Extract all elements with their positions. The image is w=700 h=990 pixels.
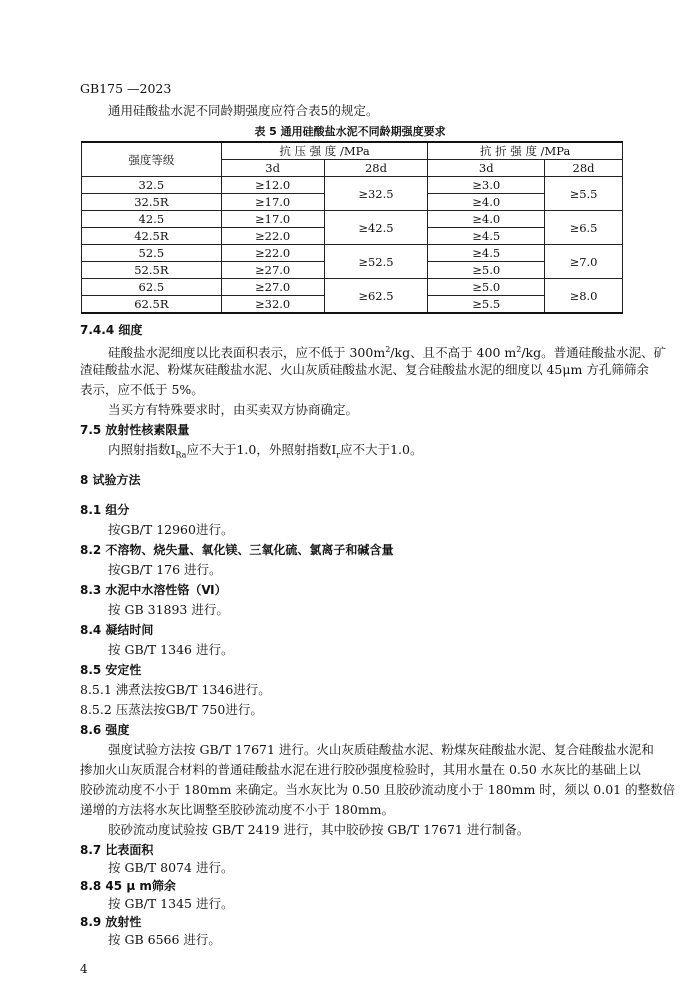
table-row bbox=[82, 177, 623, 194]
compressive-3d-cell: ≥17.0 bbox=[221, 211, 324, 228]
compressive-28d-cell: ≥62.5 bbox=[324, 279, 428, 314]
section-heading-82: 8.2 不溶物、烧失量、氧化镁、三氧化硫、氯离子和碱含量 bbox=[80, 543, 394, 557]
flexural-3d-cell: ≥4.0 bbox=[428, 211, 545, 228]
section-item-852: 8.5.2 压蒸法按GB/T 750进行。 bbox=[80, 702, 263, 717]
table-row bbox=[82, 279, 623, 296]
radioactivity-text-b: 应不大于1.0，外照射指数I bbox=[186, 442, 337, 457]
section-text-87: 按 GB/T 8074 进行。 bbox=[108, 860, 234, 875]
fineness-line-2: 渣硅酸盐水泥、粉煤灰硅酸盐水泥、火山灰质硅酸盐水泥、复合硅酸盐水泥的细度以 45μm 方孔筛筛余 bbox=[80, 362, 649, 377]
grade-cell: 62.5R bbox=[82, 296, 222, 314]
superscript: 2 bbox=[385, 345, 391, 354]
grade-cell: 42.5 bbox=[82, 211, 222, 228]
section-text-81: 按GB/T 12960进行。 bbox=[108, 522, 234, 537]
header-compressive: 抗 压 强 度 /MPa bbox=[221, 142, 428, 160]
fineness-line-3: 表示，应不低于 5%。 bbox=[80, 382, 204, 397]
compressive-28d-cell: ≥42.5 bbox=[324, 211, 428, 245]
compressive-3d-cell: ≥27.0 bbox=[221, 262, 324, 279]
compressive-28d-cell: ≥32.5 bbox=[324, 177, 428, 211]
compressive-3d-cell: ≥32.0 bbox=[221, 296, 324, 314]
strength-para-2: 胶砂流动度试验按 GB/T 2419 进行，其中胶砂按 GB/T 17671 进行制备。 bbox=[108, 822, 530, 837]
section-heading-81: 8.1 组分 bbox=[80, 503, 130, 517]
table-row bbox=[82, 211, 623, 228]
subheader-flexural-28d: 28d bbox=[545, 160, 623, 177]
section-heading-83: 8.3 水泥中水溶性铬（Ⅵ） bbox=[80, 583, 227, 597]
radioactivity-text-a: 内照射指数I bbox=[108, 442, 176, 457]
radioactivity-text-c: 应不大于1.0。 bbox=[340, 442, 423, 457]
grade-cell: 32.5 bbox=[82, 177, 222, 194]
section-text-89: 按 GB 6566 进行。 bbox=[108, 932, 221, 947]
flexural-3d-cell: ≥5.0 bbox=[428, 262, 545, 279]
fineness-text-a: 硅酸盐水泥细度以比表面积表示，应不低于 300m bbox=[108, 345, 386, 361]
flexural-28d-cell: ≥7.0 bbox=[545, 245, 623, 279]
flexural-3d-cell: ≥5.0 bbox=[428, 279, 545, 296]
section-heading-8: 8 试验方法 bbox=[80, 473, 141, 487]
flexural-3d-cell: ≥3.0 bbox=[428, 177, 545, 194]
section-heading-87: 8.7 比表面积 bbox=[80, 843, 154, 857]
section-heading-88: 8.8 45 μ m筛余 bbox=[80, 879, 176, 893]
flexural-3d-cell: ≥4.0 bbox=[428, 194, 545, 211]
strength-table bbox=[81, 141, 623, 314]
subscript: Ra bbox=[175, 450, 187, 460]
fineness-text-c: /kg。普通硅酸盐水泥、矿 bbox=[521, 345, 667, 361]
table-intro-text: 通用硅酸盐水泥不同龄期强度应符合表5的规定。 bbox=[108, 103, 379, 118]
flexural-28d-cell: ≥8.0 bbox=[545, 279, 623, 314]
section-heading-744: 7.4.4 细度 bbox=[80, 323, 143, 337]
strength-line-4: 递增的方法将水灰比调整至胶砂流动度不小于 180mm。 bbox=[80, 802, 395, 817]
section-text-82: 按GB/T 176 进行。 bbox=[108, 562, 222, 577]
fineness-para-2: 当买方有特殊要求时，由买卖双方协商确定。 bbox=[108, 402, 359, 417]
section-heading-89: 8.9 放射性 bbox=[80, 915, 142, 929]
strength-line-2: 掺加火山灰质混合材料的普通硅酸盐水泥在进行胶砂强度检验时，其用水量在 0.50 水灰比的基础上以 bbox=[80, 762, 641, 777]
flexural-3d-cell: ≥4.5 bbox=[428, 245, 545, 262]
header-flexural: 抗 折 强 度 /MPa bbox=[428, 142, 623, 160]
header-grade: 强度等级 bbox=[82, 142, 222, 177]
subheader-compressive-28d: 28d bbox=[324, 160, 428, 177]
strength-line-3: 胶砂流动度不小于 180mm 来确定。当水灰比为 0.50 且胶砂流动度小于 180mm 时，须以 0.01 的整数倍 bbox=[80, 782, 676, 797]
section-text-83: 按 GB 31893 进行。 bbox=[108, 602, 229, 617]
table-row bbox=[82, 245, 623, 262]
flexural-28d-cell: ≥6.5 bbox=[545, 211, 623, 245]
section-item-851: 8.5.1 沸煮法按GB/T 1346进行。 bbox=[80, 682, 271, 697]
section-text-84: 按 GB/T 1346 进行。 bbox=[108, 642, 234, 657]
grade-cell: 32.5R bbox=[82, 194, 222, 211]
page-number: 4 bbox=[80, 962, 88, 976]
subheader-compressive-3d: 3d bbox=[221, 160, 324, 177]
flexural-3d-cell: ≥5.5 bbox=[428, 296, 545, 314]
compressive-3d-cell: ≥22.0 bbox=[221, 228, 324, 245]
flexural-3d-cell: ≥4.5 bbox=[428, 228, 545, 245]
grade-cell: 52.5R bbox=[82, 262, 222, 279]
compressive-3d-cell: ≥17.0 bbox=[221, 194, 324, 211]
grade-cell: 52.5 bbox=[82, 245, 222, 262]
section-text-88: 按 GB/T 1345 进行。 bbox=[108, 896, 234, 911]
standard-code-header: GB175 —2023 bbox=[80, 81, 172, 96]
strength-line-1: 强度试验方法按 GB/T 17671 进行。火山灰质硅酸盐水泥、粉煤灰硅酸盐水泥、复合硅酸盐水泥和 bbox=[108, 742, 654, 757]
fineness-text-b: /kg、且不高于 400 m bbox=[390, 345, 517, 361]
table-header-row bbox=[82, 142, 623, 160]
subscript: r bbox=[336, 450, 341, 460]
grade-cell: 62.5 bbox=[82, 279, 222, 296]
radioactivity-text bbox=[108, 440, 422, 466]
flexural-28d-cell: ≥5.5 bbox=[545, 177, 623, 211]
compressive-3d-cell: ≥22.0 bbox=[221, 245, 324, 262]
subheader-flexural-3d: 3d bbox=[428, 160, 545, 177]
section-heading-85: 8.5 安定性 bbox=[80, 663, 142, 677]
grade-cell: 42.5R bbox=[82, 228, 222, 245]
section-heading-86: 8.6 强度 bbox=[80, 723, 130, 737]
compressive-3d-cell: ≥27.0 bbox=[221, 279, 324, 296]
superscript: 2 bbox=[516, 345, 522, 354]
compressive-28d-cell: ≥52.5 bbox=[324, 245, 428, 279]
table-caption: 表 5 通用硅酸盐水泥不同龄期强度要求 bbox=[254, 125, 446, 138]
section-heading-84: 8.4 凝结时间 bbox=[80, 623, 154, 637]
compressive-3d-cell: ≥12.0 bbox=[221, 177, 324, 194]
section-heading-75: 7.5 放射性核素限量 bbox=[80, 423, 190, 437]
